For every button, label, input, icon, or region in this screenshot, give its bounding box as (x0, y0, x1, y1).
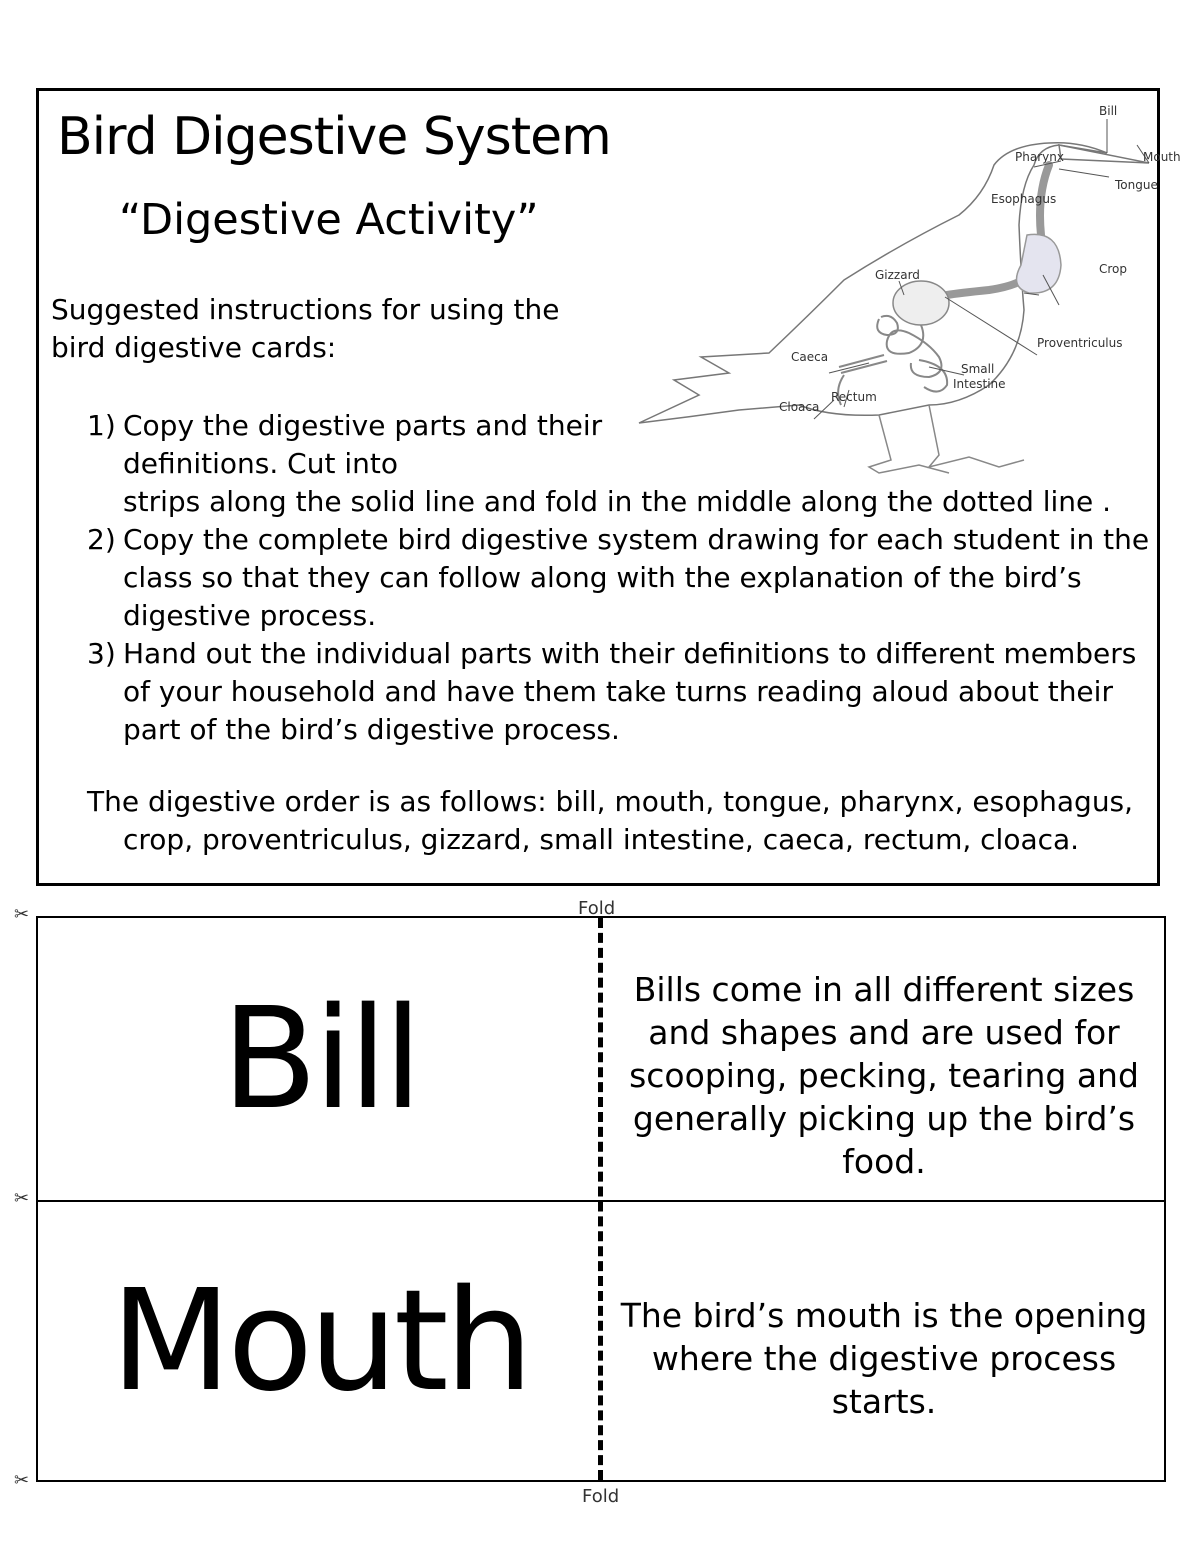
fold-label-top: Fold (578, 898, 616, 919)
scissors-icon: ✂ (14, 1188, 30, 1209)
page-subtitle: “Digestive Activity” (119, 195, 539, 245)
step-text: Hand out the individual parts with their definitions to different members of your household and have them take turns reading aloud about their part of the bird’s digestive process. (123, 637, 1137, 746)
fold-line (598, 918, 603, 1480)
instruction-step-3 (87, 635, 1157, 749)
label-caeca: Caeca (791, 350, 829, 364)
card-definition: Bills come in all different sizes and shapes and are used for scooping, pecking, tearing and generally picking up the bird’s food. (629, 970, 1139, 1181)
label-esophagus: Esophagus (991, 192, 1057, 206)
card-term: Bill (221, 977, 419, 1141)
instructions-box (36, 88, 1181, 886)
label-intestine: Intestine (953, 377, 1006, 391)
label-crop: Crop (1099, 262, 1128, 276)
step-number: 3) (87, 637, 116, 670)
label-cloaca: Cloaca (779, 400, 820, 414)
step-text: Copy the complete bird digestive system drawing for each student in the class so that they can follow along with the explanation of the bird’s digestive process. (123, 523, 1150, 632)
label-proventriculus: Proventriculus (1037, 336, 1123, 350)
digestive-order: The digestive order is as follows: bill, mouth, tongue, pharynx, esophagus, crop, proventriculus, gizzard, small intestine, caeca, rectum, cloaca. (87, 785, 1134, 856)
label-bill: Bill (1099, 104, 1118, 118)
page-title: Bird Digestive System (57, 107, 611, 167)
card-term: Mouth (110, 1259, 530, 1423)
card-definition: The bird’s mouth is the opening where the digestive process starts. (620, 1296, 1148, 1421)
label-small: Small (961, 362, 995, 376)
instruction-step-2 (87, 521, 1157, 635)
bird-bill (1059, 145, 1149, 163)
scissors-icon: ✂ (14, 1470, 30, 1491)
step-text-continued: strips along the solid line and fold in the middle along the dotted line . (123, 485, 1112, 518)
fold-label-bottom: Fold (582, 1486, 620, 1507)
label-rectum: Rectum (831, 390, 877, 404)
step-number: 1) (87, 409, 116, 442)
instructions-intro: Suggested instructions for using the bird digestive cards: (51, 293, 560, 364)
bird-digestive-diagram (629, 104, 1181, 485)
scissors-icon: ✂ (14, 904, 30, 925)
step-number: 2) (87, 523, 116, 556)
label-tongue: Tongue (1115, 178, 1158, 192)
crop-shape (1017, 234, 1062, 293)
label-pharynx: Pharynx (1015, 150, 1064, 164)
step-text: Copy the digestive parts and their definitions. Cut into (123, 409, 603, 480)
label-mouth: Mouth (1143, 150, 1181, 164)
bird-legs (869, 405, 1024, 473)
label-gizzard: Gizzard (875, 268, 920, 282)
